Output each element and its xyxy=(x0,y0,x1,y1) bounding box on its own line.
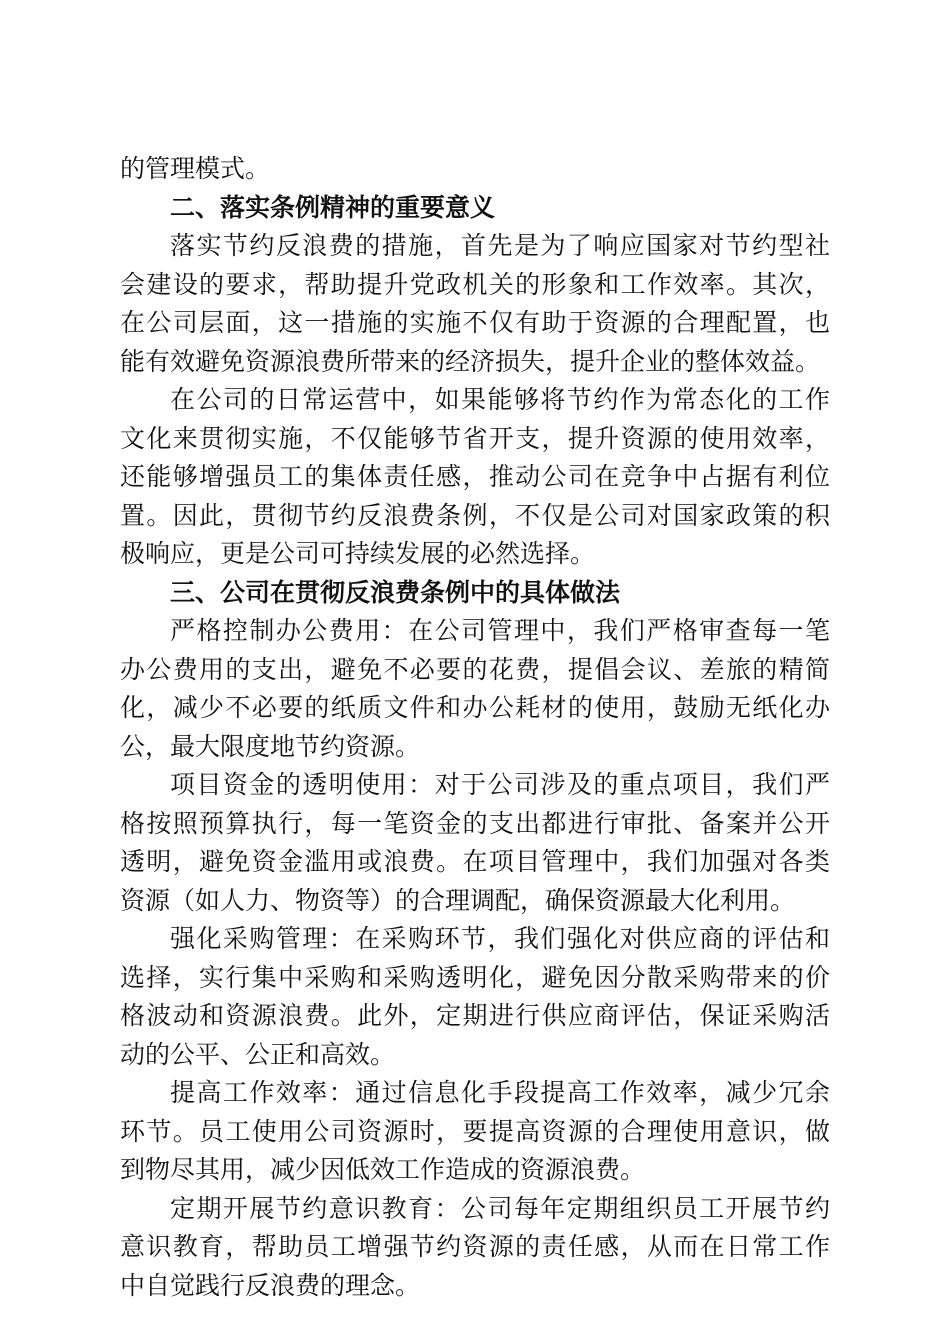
text-line: 选择，实行集中采购和采购透明化，避免因分散采购带来的价 xyxy=(120,962,830,992)
text-line: 环节。员工使用公司资源时，要提高资源的合理使用意识，做 xyxy=(120,1116,830,1146)
document-page xyxy=(120,150,830,1305)
text-line: 的管理模式。 xyxy=(120,154,271,183)
paragraph-procurement xyxy=(120,920,830,1074)
text-line: 化，减少不必要的纸质文件和办公耗材的使用，鼓励无纸化办 xyxy=(120,693,830,722)
paragraph-project-funds xyxy=(120,766,830,920)
text-line: 透明，避免资金滥用或浪费。在项目管理中，我们加强对各类 xyxy=(120,847,830,876)
paragraph-significance xyxy=(120,227,830,381)
paragraph-education xyxy=(120,1190,830,1306)
text-line: 在公司层面，这一措施的实施不仅有助于资源的合理配置，也 xyxy=(120,308,830,337)
text-line: 格按照预算执行，每一笔资金的支出都进行审批、备案并公开 xyxy=(120,808,830,838)
paragraph-continuation xyxy=(120,150,830,189)
text-line: 提高工作效率：通过信息化手段提高工作效率，减少冗余 xyxy=(170,1078,830,1107)
paragraph-daily-operations xyxy=(120,381,830,574)
text-line: 文化来贯彻实施，不仅能够节省开支，提升资源的使用效率， xyxy=(120,423,830,453)
text-line: 极响应，更是公司可持续发展的必然选择。 xyxy=(120,539,596,568)
text-line: 还能够增强员工的集体责任感，推动公司在竞争中占据有利位 xyxy=(120,462,830,491)
text-line: 项目资金的透明使用：对于公司涉及的重点项目，我们严 xyxy=(170,770,830,799)
text-line: 能有效避免资源浪费所带来的经济损失，提升企业的整体效益。 xyxy=(120,346,821,376)
text-line: 会建设的要求，帮助提升党政机关的形象和工作效率。其次， xyxy=(120,269,830,299)
section-heading-3: 三、公司在贯彻反浪费条例中的具体做法 xyxy=(170,577,621,607)
text-line: 定期开展节约意识教育：公司每年定期组织员工开展节约 xyxy=(170,1193,830,1223)
text-line: 中自觉践行反浪费的理念。 xyxy=(120,1270,421,1300)
text-line: 意识教育，帮助员工增强节约资源的责任感，从而在日常工作 xyxy=(120,1232,830,1261)
text-line: 强化采购管理：在采购环节，我们强化对供应商的评估和 xyxy=(170,924,830,953)
text-line: 在公司的日常运营中，如果能够将节约作为常态化的工作 xyxy=(170,385,830,414)
text-line: 动的公平、公正和高效。 xyxy=(120,1039,396,1069)
paragraph-office-expenses xyxy=(120,612,830,766)
paragraph-efficiency xyxy=(120,1074,830,1190)
text-line: 办公费用的支出，避免不必要的花费，提倡会议、差旅的精简 xyxy=(120,654,830,684)
text-line: 严格控制办公费用：在公司管理中，我们严格审查每一笔 xyxy=(170,616,830,645)
text-line: 置。因此，贯彻节约反浪费条例，不仅是公司对国家政策的积 xyxy=(120,500,830,530)
text-line: 公，最大限度地节约资源。 xyxy=(120,731,421,761)
text-line: 落实节约反浪费的措施，首先是为了响应国家对节约型社 xyxy=(170,231,830,260)
text-line: 资源（如人力、物资等）的合理调配，确保资源最大化利用。 xyxy=(120,885,796,915)
section-heading-2: 二、落实条例精神的重要意义 xyxy=(170,192,496,222)
text-line: 到物尽其用，减少因低效工作造成的资源浪费。 xyxy=(120,1155,646,1184)
text-line: 格波动和资源浪费。此外，定期进行供应商评估，保证采购活 xyxy=(120,1001,830,1030)
